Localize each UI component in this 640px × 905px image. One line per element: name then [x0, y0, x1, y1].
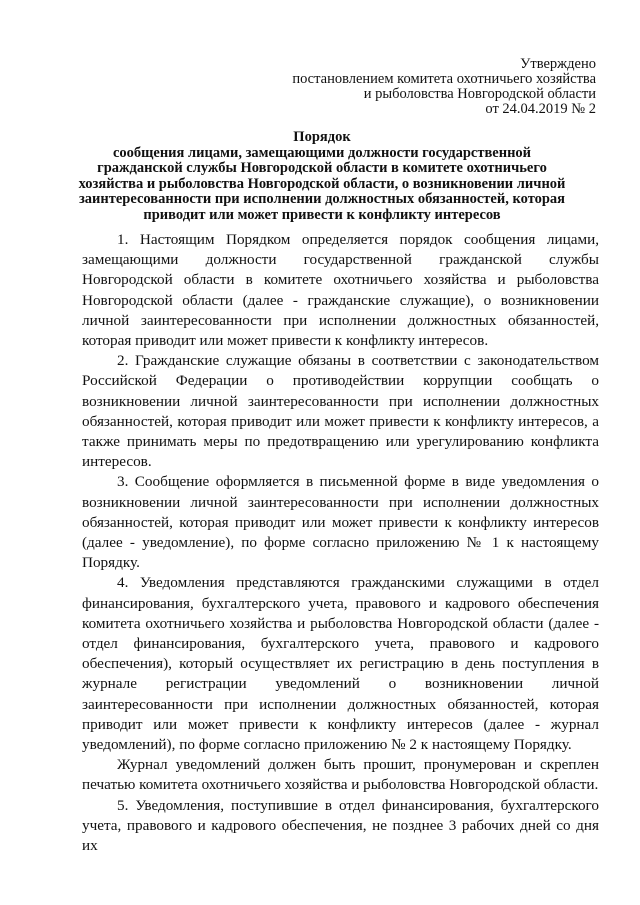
approval-line: постановлением комитета охотничьего хозяйства: [292, 71, 596, 87]
document-title: [60, 130, 584, 223]
title-line: заинтересованности при исполнении должностных обязанностей, которая: [78, 191, 566, 207]
title-line: гражданской службы Новгородской области в комитете охотничьего: [97, 160, 547, 176]
paragraph-3: 3. Сообщение оформляется в письменной форме в виде уведомления о возникновении личной заинтересованности при исполнении должностных обязанностей, которая приводит или может привести к конфликту интересов (далее - уведомление), по форме согласно приложению № 1 к настоящему Порядку.: [82, 473, 599, 572]
paragraph-5: 5. Уведомления, поступившие в отдел финансирования, бухгалтерского учета, правового и кадрового обеспечения, не позднее 3 рабочих дней со дня их: [82, 796, 599, 855]
approval-stamp: [236, 57, 596, 117]
title-line: хозяйства и рыболовства Новгородской области, о возникновении личной: [78, 175, 566, 192]
paragraph-4: 4. Уведомления представляются гражданскими служащими в отдел финансирования, бухгалтерского учета, правового и кадрового обеспечения комитета охотничьего хозяйства и рыболовства Новгородской области (далее - отдел финансирования, бухгалтерского учета, правового и кадрового обеспечения), который осуществляет их регистрацию в день поступления в журнале регистрации уведомлений о возникновении личной заинтересованности при исполнении должностных обязанностей, которая приводит или может привести к конфликту интересов (далее - журнал уведомлений), по форме согласно приложению № 2 к настоящему Порядку.: [82, 574, 599, 754]
approval-line: Утверждено: [520, 56, 596, 72]
paragraph-2: 2. Гражданские служащие обязаны в соответствии с законодательством Российской Федерации о противодействии коррупции сообщать о возникновении личной заинтересованности при исполнении должностных обязанностей, которая приводит или может привести к конфликту интересов, а также принимать меры по предотвращению или урегулированию конфликта интересов.: [82, 352, 599, 471]
title-line: приводит или может привести к конфликту интересов: [143, 206, 501, 223]
approval-line: и рыболовства Новгородской области: [363, 86, 596, 102]
paragraph-journal: Журнал уведомлений должен быть прошит, пронумерован и скреплен печатью комитета охотничьего хозяйства и рыболовства Новгородской области.: [82, 756, 599, 794]
approval-line: от 24.04.2019 № 2: [485, 101, 596, 117]
document-body: [82, 230, 599, 856]
title-line: сообщения лицами, замещающими должности государственной: [112, 144, 532, 161]
title-line: Порядок: [293, 129, 351, 145]
paragraph-1: 1. Настоящим Порядком определяется порядок сообщения лицами, замещающими должности государственной гражданской службы Новгородской области в комитете охотничьего хозяйства и рыболовства Новгородской области (далее - гражданские служащие), о возникновении личной заинтересованности при исполнении должностных обязанностей, которая приводит или может привести к конфликту интересов.: [82, 231, 599, 350]
